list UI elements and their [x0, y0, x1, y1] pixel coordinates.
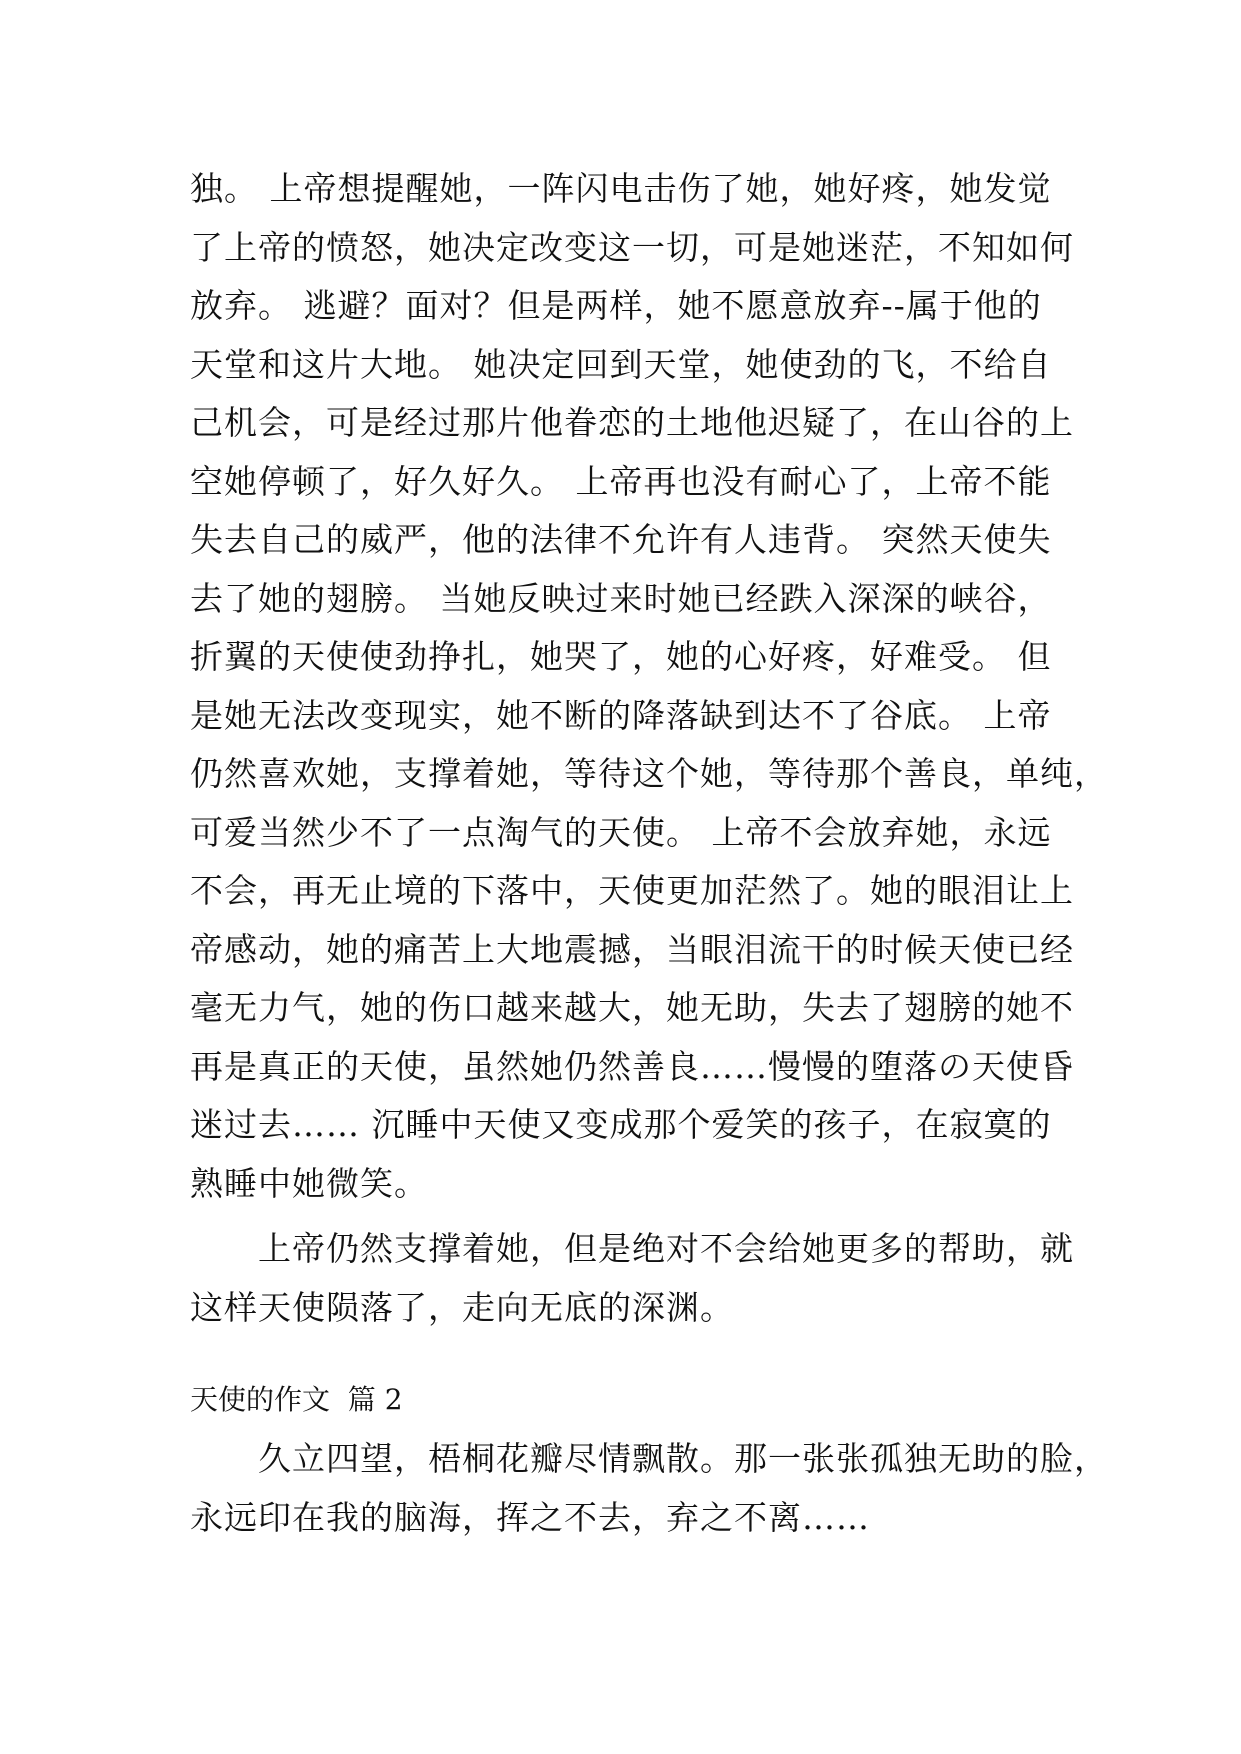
paragraph-1	[190, 160, 1108, 1213]
text-line: 这样天使陨落了，走向无底的深渊。	[190, 1287, 734, 1327]
text-line: 天堂和这片大地。 她决定回到天堂，她使劲的飞，不给自	[190, 344, 1052, 384]
paragraph-3	[190, 1430, 1108, 1547]
text-line: 折翼的天使使劲挣扎，她哭了，她的心好疼，好难受。 但	[190, 637, 1052, 676]
text-line: 永远印在我的脑海，挥之不去，弃之不离……	[190, 1497, 870, 1537]
text-line: 仍然喜欢她，支撑着她，等待这个她，等待那个善良，单纯，	[190, 754, 1108, 793]
text-line: 迷过去…… 沉睡中天使又变成那个爱笑的孩子，在寂寞的	[190, 1105, 1052, 1144]
text-line: 己机会，可是经过那片他眷恋的土地他迟疑了，在山谷的上	[190, 403, 1074, 442]
text-line: 毫无力气，她的伤口越来越大，她无助，失去了翅膀的她不	[190, 988, 1074, 1027]
text-line: 去了她的翅膀。 当她反映过来时她已经跌入深深的峡谷，	[190, 578, 1052, 618]
text-line: 上帝仍然支撑着她，但是绝对不会给她更多的帮助，就	[190, 1229, 1074, 1268]
text-line: 可爱当然少不了一点淘气的天使。 上帝不会放弃她，永远	[190, 812, 1052, 852]
text-line: 久立四望，梧桐花瓣尽情飘散。那一张张孤独无助的脸，	[190, 1439, 1108, 1478]
text-line: 不会，再无止境的下落中，天使更加茫然了。她的眼泪让上	[190, 871, 1074, 910]
text-line: 再是真正的天使，虽然她仍然善良……慢慢的堕落の天使昏	[190, 1046, 1074, 1086]
text-line: 熟睡中她微笑。	[190, 1163, 428, 1203]
section-heading: 天使的作文 篇 2	[190, 1383, 403, 1416]
text-line: 失去自己的威严，他的法律不允许有人违背。 突然天使失	[190, 520, 1052, 559]
paragraph-2	[190, 1220, 1074, 1337]
text-line: 是她无法改变现实，她不断的降落缺到达不了谷底。 上帝	[190, 695, 1052, 735]
text-line: 帝感动，她的痛苦上大地震撼，当眼泪流干的时候天使已经	[190, 929, 1074, 969]
text-line: 放弃。 逃避？面对？但是两样，她不愿意放弃--属于他的	[190, 286, 1042, 325]
text-line: 独。 上帝想提醒她，一阵闪电击伤了她，她好疼，她发觉	[190, 169, 1052, 208]
text-line: 了上帝的愤怒，她决定改变这一切，可是她迷茫，不知如何	[190, 227, 1074, 267]
text-line: 空她停顿了，好久好久。 上帝再也没有耐心了，上帝不能	[190, 461, 1052, 501]
